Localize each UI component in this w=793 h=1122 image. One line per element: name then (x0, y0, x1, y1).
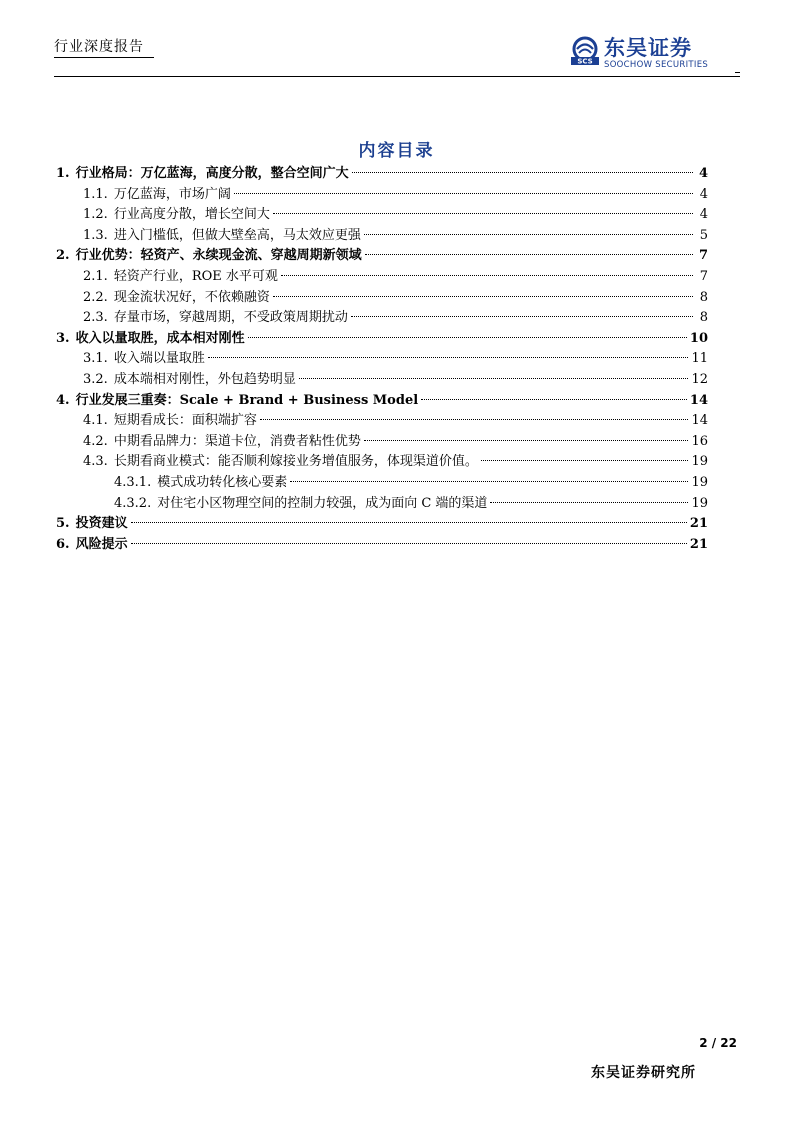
toc-entry[interactable] (56, 349, 708, 370)
logo-emblem-text: SCS (577, 57, 593, 66)
toc-title: 内容目录 (358, 141, 435, 161)
footer-org-name: 东吴证券研究所 (591, 1065, 696, 1081)
toc-dot-leader (260, 419, 689, 420)
toc-entry-number: 2.1. (83, 268, 108, 284)
toc-dot-leader (290, 481, 688, 482)
toc-entry-page: 19 (691, 474, 708, 490)
toc-entry-title: 收入以量取胜，成本相对刚性 (75, 330, 245, 346)
toc-entry-number: 6. (56, 536, 70, 552)
toc-dot-leader (273, 296, 693, 297)
toc-entry-number: 3. (56, 330, 70, 346)
toc-entry-number: 1.2. (83, 207, 108, 223)
toc-entry-title: 行业高度分散，增长空间大 (113, 207, 270, 223)
header-divider (54, 76, 740, 77)
toc-dot-leader (364, 234, 693, 235)
toc-entry-number: 4. (56, 392, 70, 408)
report-type-label: 行业深度报告 (54, 38, 154, 58)
toc-entry[interactable] (56, 205, 708, 226)
toc-entry-title: 行业发展三重奏：Scale + Brand + Business Model (75, 392, 419, 408)
toc-entry[interactable] (56, 370, 708, 391)
toc-entry-page: 4 (699, 186, 708, 202)
toc-entry-page: 7 (699, 268, 708, 284)
toc-entry-title: 中期看品牌力：渠道卡位，消费者粘性优势 (113, 433, 361, 449)
toc-entry-title: 模式成功转化核心要素 (157, 474, 288, 490)
toc-entry[interactable] (56, 226, 708, 247)
toc-entry[interactable] (56, 246, 708, 267)
toc-entry-title: 收入端以量取胜 (113, 351, 205, 367)
toc-entry-title: 进入门槛低，但做大壁垒高，马太效应更强 (113, 227, 361, 243)
toc-dot-leader (352, 172, 693, 173)
toc-entry-number: 4.3. (83, 454, 108, 470)
toc-dot-leader (299, 378, 689, 379)
toc-dot-leader (131, 543, 687, 544)
toc-entry-title: 投资建议 (75, 516, 128, 532)
header-divider-tick (735, 72, 740, 73)
toc-entry-page: 11 (691, 351, 708, 367)
toc-entry-page: 8 (699, 310, 708, 326)
toc-dot-leader (490, 502, 688, 503)
toc-dot-leader (365, 254, 693, 255)
toc-dot-leader (248, 337, 687, 338)
toc-entry-page: 21 (689, 516, 708, 532)
toc-entry-number: 4.2. (83, 433, 108, 449)
toc-entry-number: 5. (56, 516, 70, 532)
toc-entry-page: 4 (699, 207, 708, 223)
toc-entry-page: 12 (691, 371, 708, 387)
toc-dot-leader (364, 440, 689, 441)
toc-entry[interactable] (56, 288, 708, 309)
toc-entry-page: 7 (698, 248, 708, 264)
toc-entry-number: 3.1. (83, 351, 108, 367)
toc-entry-page: 14 (689, 392, 708, 408)
toc-entry[interactable] (56, 411, 708, 432)
toc-entry-title: 对住宅小区物理空间的控制力较强，成为面向 C 端的渠道 (157, 495, 488, 511)
toc-entry-page: 10 (689, 330, 708, 346)
toc-entry[interactable] (56, 452, 708, 473)
toc-entry[interactable] (56, 308, 708, 329)
toc-entry[interactable] (56, 329, 708, 350)
toc-entry-title: 行业优势：轻资产、永续现金流、穿越周期新领域 (75, 248, 362, 264)
toc-entry-page: 4 (698, 166, 708, 181)
toc-entry[interactable] (56, 514, 708, 535)
toc-entry-page: 8 (699, 289, 708, 305)
soochow-emblem-icon (570, 36, 600, 66)
toc-entry-number: 1.1. (83, 186, 108, 202)
toc-dot-leader (131, 522, 687, 523)
toc-entry-title: 成本端相对刚性，外包趋势明显 (113, 371, 296, 387)
toc-entry-number: 4.3.1. (114, 474, 152, 490)
toc-entry[interactable] (56, 494, 708, 515)
toc-dot-leader (208, 357, 689, 358)
toc-entry-title: 短期看成长：面积端扩容 (113, 413, 257, 429)
toc-entry-title: 存量市场，穿越周期，不受政策周期扰动 (113, 310, 348, 326)
toc-entry[interactable] (56, 473, 708, 494)
toc-entry-title: 轻资产行业，ROE 水平可观 (113, 268, 278, 284)
toc-entry-page: 19 (691, 454, 708, 470)
toc-entry-title: 万亿蓝海，市场广阔 (113, 186, 231, 202)
toc-entry-page: 14 (691, 413, 708, 429)
toc-entry-number: 3.2. (83, 371, 108, 387)
toc-entry-number: 4.1. (83, 413, 108, 429)
toc-dot-leader (351, 316, 693, 317)
toc-entry-page: 5 (699, 227, 708, 243)
toc-dot-leader (234, 193, 693, 194)
toc-entry-number: 1.3. (83, 227, 108, 243)
toc-entry[interactable] (56, 185, 708, 206)
toc-entry[interactable] (56, 535, 708, 556)
logo-name-en: SOOCHOW SECURITIES (604, 60, 709, 70)
table-of-contents (56, 164, 708, 555)
toc-dot-leader (273, 213, 693, 214)
toc-entry[interactable] (56, 391, 708, 412)
company-logo (570, 36, 740, 72)
toc-entry[interactable] (56, 432, 708, 453)
logo-name-cn: 东吴证券 (604, 36, 692, 60)
toc-entry-number: 2.3. (83, 310, 108, 326)
toc-entry-title: 长期看商业模式：能否顺利嫁接业务增值服务，体现渠道价值。 (113, 454, 478, 470)
toc-entry-page: 16 (691, 433, 708, 449)
toc-entry-number: 1. (56, 166, 70, 181)
toc-dot-leader (281, 275, 693, 276)
toc-entry[interactable] (56, 164, 708, 185)
toc-entry-title: 风险提示 (75, 536, 128, 552)
toc-entry-title: 行业格局：万亿蓝海，高度分散，整合空间广大 (75, 166, 349, 181)
toc-entry-page: 21 (689, 536, 708, 552)
toc-dot-leader (481, 460, 689, 461)
toc-dot-leader (421, 399, 687, 400)
toc-entry-title: 现金流状况好，不依赖融资 (113, 289, 270, 305)
toc-entry-number: 2.2. (83, 289, 108, 305)
toc-entry-number: 4.3.2. (114, 495, 152, 511)
toc-entry[interactable] (56, 267, 708, 288)
page-indicator: 2 / 22 (699, 1036, 737, 1050)
toc-entry-number: 2. (56, 248, 70, 264)
toc-entry-page: 19 (691, 495, 708, 511)
